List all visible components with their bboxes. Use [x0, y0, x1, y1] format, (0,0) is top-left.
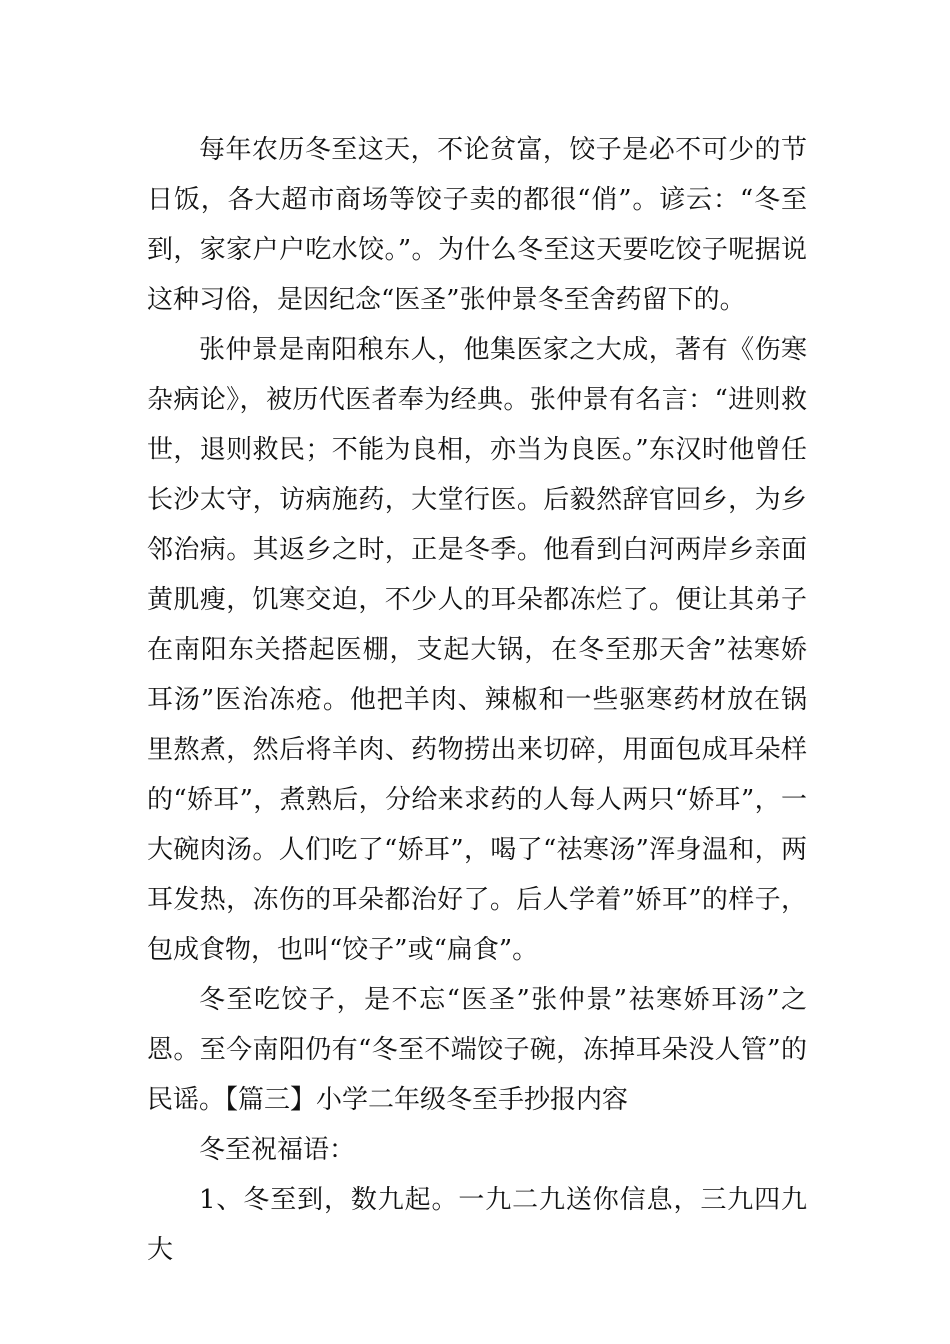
paragraph-3: 冬至吃饺子，是不忘“医圣”张仲景”祛寒娇耳汤”之恩。至今南阳仍有“冬至不端饺子碗，冻掉耳朵没人管”的民谣。【篇三】小学二年级冬至手抄报内容: [147, 985, 807, 1115]
paragraph-1: 每年农历冬至这天，不论贫富，饺子是必不可少的节日饭，各大超市商场等饺子卖的都很“俏”。谚云：“冬至到，家家户户吃水饺。”。为什么冬至这天要吃饺子呢据说这种习俗，是因纪念“医圣”张仲景冬至舍药留下的。: [147, 135, 807, 315]
document-page: [147, 125, 807, 1275]
paragraph-5: 1、冬至到，数九起。一九二九送你信息，三九四九大: [147, 1185, 807, 1265]
paragraph-2: 张仲景是南阳稂东人，他集医家之大成，著有《伤寒杂病论》，被历代医者奉为经典。张仲景有名言：“进则救世，退则救民；不能为良相，亦当为良医。”东汉时他曾任长沙太守，访病施药，大堂行医。后毅然辞官回乡，为乡邻治病。其返乡之时，正是冬季。他看到白河两岸乡亲面黄肌瘦，饥寒交迫，不少人的耳朵都冻烂了。便让其弟子在南阳东关搭起医棚，支起大锅，在冬至那天舍”祛寒娇耳汤”医治冻疮。他把羊肉、辣椒和一些驱寒药材放在锅里熬煮，然后将羊肉、药物捞出来切碎，用面包成耳朵样的“娇耳”，煮熟后，分给来求药的人每人两只“娇耳”，一大碗肉汤。人们吃了“娇耳”，喝了“祛寒汤”浑身温和，两耳发热，冻伤的耳朵都治好了。后人学着”娇耳”的样子，包成食物，也叫“饺子”或“扁食”。: [147, 335, 807, 965]
paragraph-4: 冬至祝福语：: [199, 1135, 356, 1165]
